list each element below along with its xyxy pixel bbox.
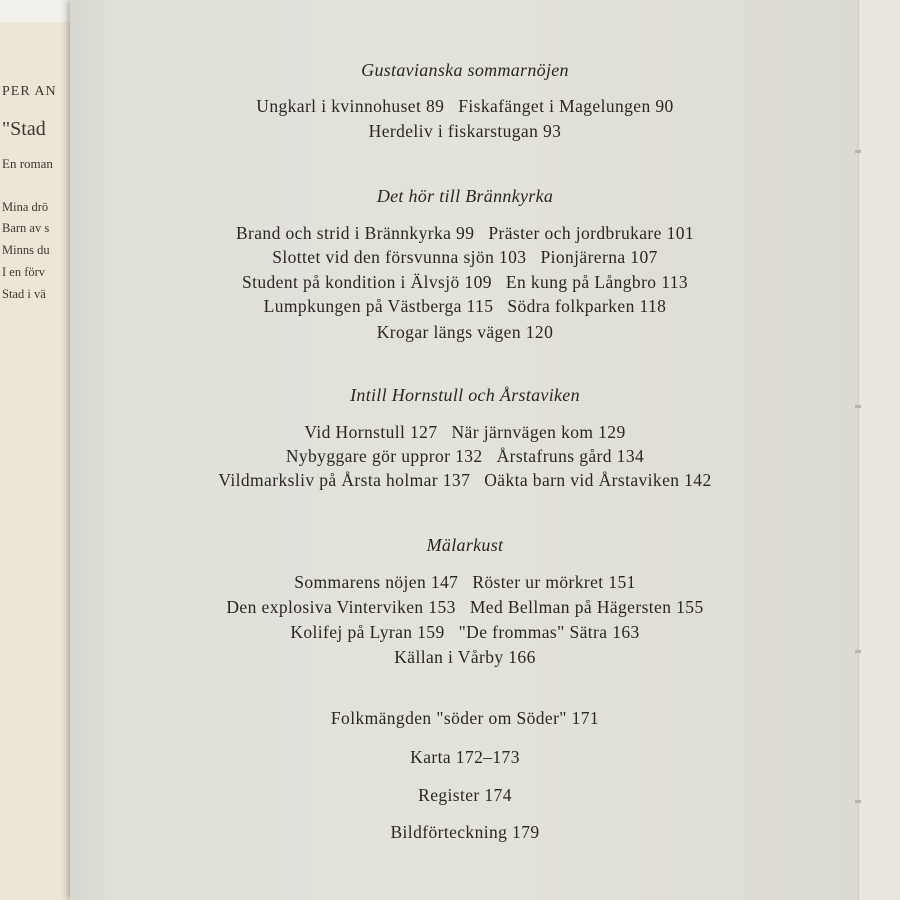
section-title: Mälarkust	[426, 535, 504, 555]
toc-entry: Krogar längs vägen 120	[376, 322, 554, 342]
toc-line	[72, 272, 858, 293]
toc-entry: Präster och jordbrukare 101	[488, 223, 695, 243]
back-page-line: Stad i vä	[2, 287, 46, 301]
toc-entry: Ungkarl i kvinnohuset 89	[256, 96, 445, 116]
back-page-line: Barn av s	[2, 221, 50, 235]
back-page-line: PER AN	[2, 84, 57, 99]
toc-entry: Röster ur mörkret 151	[472, 572, 636, 592]
toc-line	[72, 121, 858, 142]
toc-line	[72, 470, 858, 491]
toc-entry: Brand och strid i Brännkyrka 99	[235, 223, 475, 243]
toc-entry: Sommarens nöjen 147	[294, 572, 459, 592]
toc-line	[72, 296, 858, 317]
toc-line	[72, 622, 858, 643]
back-page-line: En roman	[2, 156, 53, 171]
toc-entry: Nybyggare gör uppror 132	[285, 446, 483, 466]
toc-entry: Oäkta barn vid Årstaviken 142	[484, 470, 712, 490]
binding-stitch	[855, 150, 861, 153]
toc-entry: Med Bellman på Hägersten 155	[469, 597, 704, 617]
toc-entry: Södra folkparken 118	[507, 296, 667, 316]
toc-entry: När järnvägen kom 129	[451, 422, 626, 442]
toc-entry: Den explosiva Vinterviken 153	[226, 597, 456, 617]
toc-entry: "De frommas" Sätra 163	[458, 622, 640, 642]
toc-line	[72, 422, 858, 443]
back-page-line: Minns du	[2, 243, 50, 257]
toc-entry: Källan i Vårby 166	[394, 647, 536, 667]
toc-entry: Herdeliv i fiskarstugan 93	[368, 121, 562, 141]
section-title: Intill Hornstull och Årstaviken	[350, 385, 580, 405]
toc-entry: Pionjärerna 107	[540, 247, 658, 267]
toc-entry-karta: Karta 172–173	[410, 747, 520, 767]
back-page-line: I en förv	[2, 265, 46, 279]
page-edge	[858, 0, 900, 900]
toc-line	[72, 322, 858, 343]
toc-line	[72, 247, 858, 268]
section-title: Gustavianska sommarnöjen	[361, 60, 569, 80]
toc-entry-register: Register 174	[418, 785, 512, 805]
back-page-line: Mina drö	[2, 200, 49, 214]
toc-line	[72, 647, 858, 668]
toc-entry: Vid Hornstull 127	[304, 422, 438, 442]
toc-entry: Årstafruns gård 134	[496, 446, 645, 466]
toc-entry: En kung på Långbro 113	[505, 272, 689, 292]
toc-entry-folkmangden: Folkmängden "söder om Söder" 171	[330, 708, 600, 728]
section-title: Det hör till Brännkyrka	[376, 186, 554, 206]
toc-entry: Kolifej på Lyran 159	[290, 622, 445, 642]
toc-line	[72, 96, 858, 117]
toc-entry: Vildmarksliv på Årsta holmar 137	[218, 470, 471, 490]
toc-line	[72, 597, 858, 618]
toc-entry: Lumpkungen på Västberga 115	[263, 296, 494, 316]
toc-entry: Fiskafänget i Magelungen 90	[458, 96, 674, 116]
toc-entry: Student på kondition i Älvsjö 109	[241, 272, 492, 292]
toc-entry-bildforteckning: Bildförteckning 179	[390, 822, 540, 842]
toc-line	[72, 572, 858, 593]
toc-entry: Slottet vid den försvunna sjön 103	[272, 247, 527, 267]
toc-line	[72, 446, 858, 467]
toc-line	[72, 223, 858, 244]
back-page-line: "Stad	[2, 118, 46, 140]
